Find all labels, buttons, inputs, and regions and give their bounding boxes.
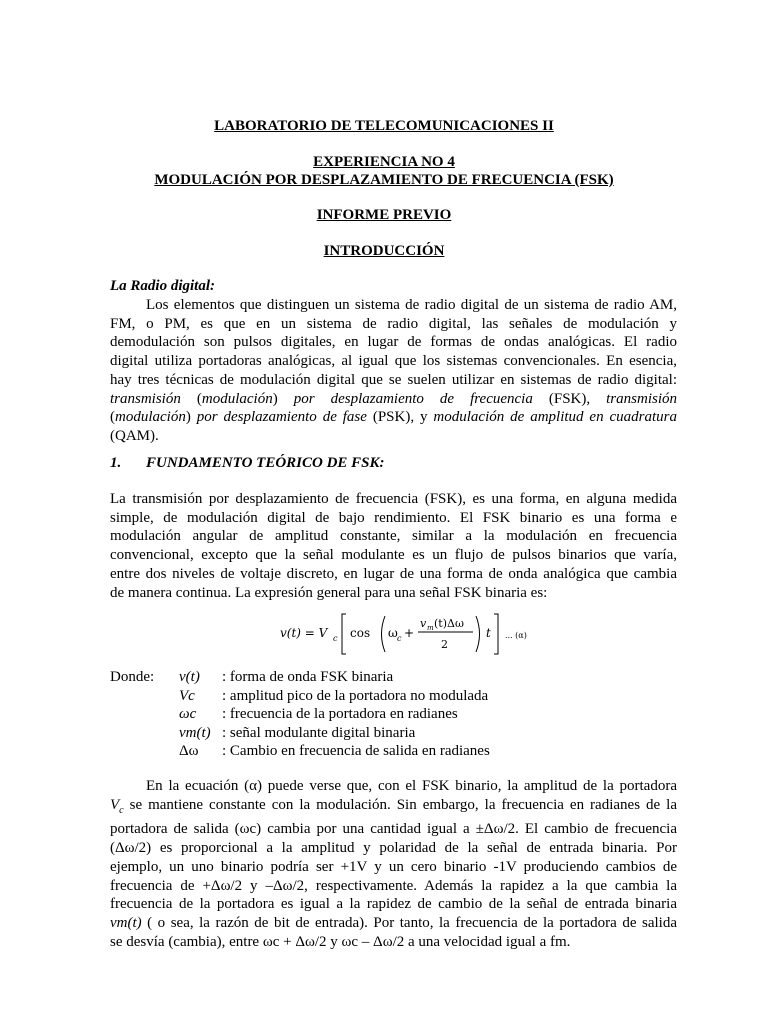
equation-plus: + [404, 626, 415, 640]
section-title: FUNDAMENTO TEÓRICO DE FSK: [146, 455, 385, 471]
definition-text: : amplitud pico de la portadora no modulada [222, 687, 489, 704]
fsk-paragraph [110, 490, 677, 602]
left-bracket [342, 614, 346, 654]
equation-numerator-rest: (t)Δω [434, 617, 464, 630]
lab-title: LABORATORIO DE TELECOMUNICACIONES II [214, 118, 554, 134]
definition-text: : señal modulante digital binaria [222, 724, 416, 741]
equation-numerator-v: v [420, 617, 427, 630]
definition-row [110, 668, 490, 687]
introduccion-heading: INTRODUCCIÓN [323, 243, 445, 259]
donde-label: Donde: [110, 669, 155, 685]
right-bracket [494, 614, 498, 654]
left-paren [382, 616, 386, 652]
section-1-heading [110, 455, 385, 472]
text-line: modulación angular de amplitud constante, similar a la modulación en frecuencia [110, 528, 677, 545]
equation-omega: ω [388, 626, 398, 640]
text-line: convencional, excepto que la señal modulante es un flujo de pulsos binarios que varía, [110, 547, 677, 564]
equation-reference: ... (α) [505, 631, 527, 640]
definition-symbol: ωc [179, 706, 197, 722]
definitions-list [110, 668, 490, 761]
document-title: MODULACIÓN POR DESPLAZAMIENTO DE FRECUENCIA (FSK) [154, 172, 614, 188]
equation-numerator-sub: m [427, 624, 434, 632]
text-line: digital utiliza portadoras analógicas, al igual que los sistemas convencionales. En esencia, [110, 353, 677, 370]
text-line: transmisión (modulación) por desplazamiento de frecuencia (FSK), transmisión [110, 390, 677, 407]
text-line: frecuencia de la portadora es igual a la rapidez de cambio de la señal de entrada binaria [110, 896, 677, 913]
definition-text: : Cambio en frecuencia de salida en radianes [222, 743, 490, 759]
text-line: En la ecuación (α) puede verse que, con el FSK binario, la amplitud de la portadora [146, 778, 677, 794]
definition-symbol: v(t) [179, 669, 200, 685]
text-line: frecuencia de +Δω/2 y –Δω/2, respectivamente. Además la rapidez a la que cambia la [110, 877, 677, 894]
text-line: demodulación son pulsos digitales, en lugar de formas de ondas analógicas. El radio [110, 334, 677, 351]
definition-row [110, 724, 490, 743]
definition-symbol: Δω [179, 743, 199, 759]
definition-row [110, 705, 490, 724]
text-line: simple, de modulación digital de bajo rendimiento. El FSK binario es una forma e [110, 509, 677, 526]
text-line: $V_c$ se mantiene constante con la modulación. Sin embargo, la frecuencia en radianes de la [110, 796, 677, 816]
text-line: La transmisión por desplazamiento de frecuencia (FSK), es una forma, en alguna medida [110, 491, 677, 507]
text-line: FM, o PM, es que en un sistema de radio digital, las señales de modulación y [110, 315, 677, 332]
definition-text: : frecuencia de la portadora en radianes [222, 706, 458, 722]
informe-previo-heading: INFORME PREVIO [316, 207, 452, 223]
fsk-equation [280, 610, 540, 660]
right-paren [476, 616, 480, 652]
text-line: hay tres técnicas de modulación digital que se suelen utilizar en sistemas de radio digital: [110, 371, 677, 388]
text-line: se desvía (cambia), entre ωc + Δω/2 y ωc – Δω/2 a una velocidad igual a fm. [110, 933, 571, 950]
text-line: vm(t) ( o sea, la razón de bit de entrada). Por tanto, la frecuencia de la portadora de salida [110, 914, 677, 931]
equation-denominator: 2 [441, 638, 448, 651]
text-line: Los elementos que distinguen un sistema de radio digital de un sistema de radio AM, [146, 297, 677, 313]
text-line: portadora de salida (ωc) cambia por una cantidad igual a ±Δω/2. El cambio de frecuencia [110, 821, 677, 838]
text-line: ejemplo, un uno binario podría ser +1V y un cero binario -1V produciendo cambios de [110, 858, 677, 875]
equation-vc-sub: c [333, 634, 338, 643]
text-line: entre dos niveles de voltaje discreto, en lugar de una forma de onda analógica que cambia [110, 565, 677, 582]
text-line: (modulación) por desplazamiento de fase (PSK), y modulación de amplitud en cuadratura [110, 409, 677, 426]
radio-digital-paragraph [110, 296, 677, 446]
definition-row [110, 687, 490, 706]
equation-omega-sub: c [397, 634, 402, 643]
radio-digital-heading: La Radio digital: [110, 278, 215, 294]
equation-lhs: v(t) = V [280, 626, 328, 640]
experience-number: EXPERIENCIA NO 4 [313, 154, 455, 170]
final-paragraph [110, 777, 677, 951]
definition-text: : forma de onda FSK binaria [222, 669, 394, 685]
text-line: (Δω/2) es proporcional a la amplitud y polaridad de la señal de entrada binaria. Por [110, 840, 677, 857]
text-line: (QAM). [110, 427, 159, 444]
equation-cos: cos [350, 626, 371, 640]
text-line: de manera continua. La expresión general para una señal FSK binaria es: [110, 584, 548, 601]
definition-symbol: vm(t) [179, 724, 211, 741]
definition-row [110, 742, 490, 761]
equation-t: t [486, 626, 491, 640]
section-number: 1. [110, 455, 122, 471]
definition-symbol: Vc [179, 687, 195, 704]
